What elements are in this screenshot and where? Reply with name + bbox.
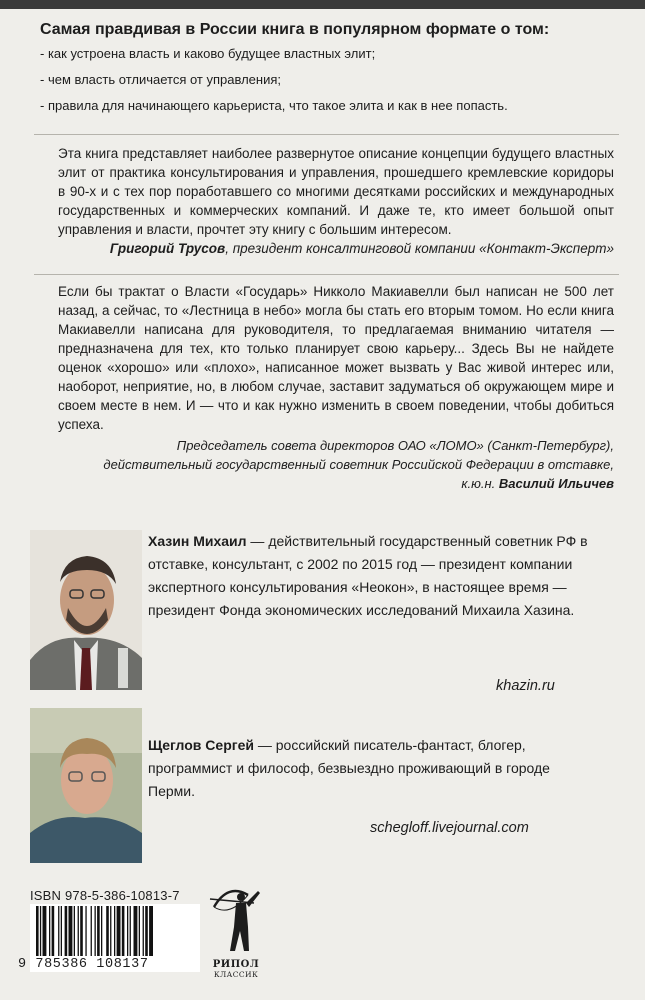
quote-author-role: , президент консалтинговой компании «Контакт-Эксперт»: [225, 241, 614, 256]
barcode-bar: [85, 906, 86, 956]
barcode-bar: [52, 906, 55, 956]
author-site-khazin: khazin.ru: [496, 678, 555, 694]
barcode-bar: [91, 906, 92, 956]
isbn-text: ISBN 978-5-386-10813-7: [30, 888, 180, 903]
barcode-bar: [145, 906, 148, 956]
quote-text: Если бы трактат о Власти «Государь» Никколо Макиавелли был написан не 500 лет назад, а сейчас, то «Лестница в небо» могла бы стать его вторым томом. Но если книга Макиавелли написана для руководителя, то предлагаемая вниманию читателя — предназначена для тех, кто только планирует свою карьеру... Здесь Вы не найдете оценок «хорошо» или «плохо», написанное может вызвать у Вас живой интерес или, наоборот, неприятие, но, в любом случае, заставит задуматься об окружающем мире и своем месте в нем. И — что и как нужно изменить в своем поведении, чтобы добиться успеха.: [58, 284, 614, 432]
quote-attribution: [58, 239, 614, 258]
quote-author-name: Григорий Трусов: [109, 241, 226, 256]
barcode-bar: [134, 906, 138, 956]
intro-item: - как устроена власть и каково будущее властных элит;: [40, 46, 376, 61]
barcode-bar: [40, 906, 41, 956]
attrib-line: действительный государственный советник Российской Федерации в отставке,: [103, 457, 614, 472]
barcode-bar: [58, 906, 59, 956]
barcode-bar: [139, 906, 140, 956]
intro-block: [40, 20, 620, 124]
quote-trusov: [58, 144, 614, 258]
barcode-bar: [61, 906, 62, 956]
attrib-line: [58, 474, 614, 493]
author-photo-khazin: [30, 530, 142, 690]
author-site-shcheglov: schegloff.livejournal.com: [370, 820, 529, 836]
barcode-bar: [78, 906, 79, 956]
separator-1: [34, 134, 619, 135]
barcode-bar: [127, 906, 128, 956]
barcode-bar: [114, 906, 115, 956]
author-name: Хазин Михаил: [148, 533, 247, 549]
barcode-bar: [36, 906, 39, 956]
attrib-line: Председатель совета директоров ОАО «ЛОМО» (Санкт-Петербург),: [176, 438, 614, 453]
publisher-logo: [208, 877, 264, 987]
quote-ilyichev: [58, 282, 614, 493]
intro-title: Самая правдивая в России книга в популярном формате о том:: [40, 21, 550, 38]
barcode-bar: [43, 906, 47, 956]
quote-attribution: [58, 436, 614, 493]
barcode-bar: [74, 906, 75, 956]
quote-text: Эта книга представляет наиболее развернутое описание концепции будущего властных элит от практика консультирования и управления, прошедшего кремлевские коридоры в 90-х и с тех пор поработавшего со многими десятками российских и международных государственных и коммерческих компаний. И даже те, кто имеет большой опыт управления и власти, прочтет эту книгу с большим интересом.: [58, 146, 614, 237]
barcode-digits: 9 785386 108137: [18, 957, 149, 972]
barcode-bar: [95, 906, 96, 956]
barcode-bar: [49, 906, 50, 956]
archer-icon: [208, 877, 264, 955]
author-bio-text: — действительный государственный советник РФ в отставке, консультант, с 2002 по 2015 год — президент компании экспертного консультирования «Неокон», в настоящее время — президент Фонда экономических исследований Михаила Хазина.: [148, 533, 588, 618]
attrib-degree: к.ю.н.: [461, 476, 496, 491]
barcode-bars: [30, 904, 200, 958]
intro-item: - чем власть отличается от управления;: [40, 72, 282, 87]
barcode-bar: [149, 906, 153, 956]
intro-list: [40, 46, 620, 114]
barcode-bar: [97, 906, 100, 956]
barcode-bar: [122, 906, 125, 956]
author-photo-shcheglov: [30, 708, 142, 863]
publisher-sub: КЛАССИК: [213, 970, 259, 979]
barcode-bar: [130, 906, 131, 956]
barcode-bar: [106, 906, 109, 956]
quote-author-name: Василий Ильичев: [498, 476, 614, 491]
barcode-bar: [117, 906, 121, 956]
intro-item: - правила для начинающего карьериста, что такое элита и как в нее попасть.: [40, 98, 508, 113]
author-bio-shcheglov: [148, 734, 588, 803]
barcode-bar: [80, 906, 83, 956]
author-bio-khazin: [148, 530, 588, 622]
author-name: Щеглов Сергей: [148, 737, 254, 753]
author-bio-text: — российский писатель-фантаст, блогер, программист и философ, безвыездно проживающий в городе Перми.: [148, 737, 550, 799]
top-rule: [0, 0, 645, 9]
publisher-name: РИПОЛ: [212, 959, 260, 970]
barcode-bar: [65, 906, 68, 956]
barcode-bar: [143, 906, 144, 956]
barcode-bar: [110, 906, 111, 956]
barcode-bar: [69, 906, 73, 956]
separator-2: [34, 274, 619, 275]
barcode-bar: [101, 906, 102, 956]
